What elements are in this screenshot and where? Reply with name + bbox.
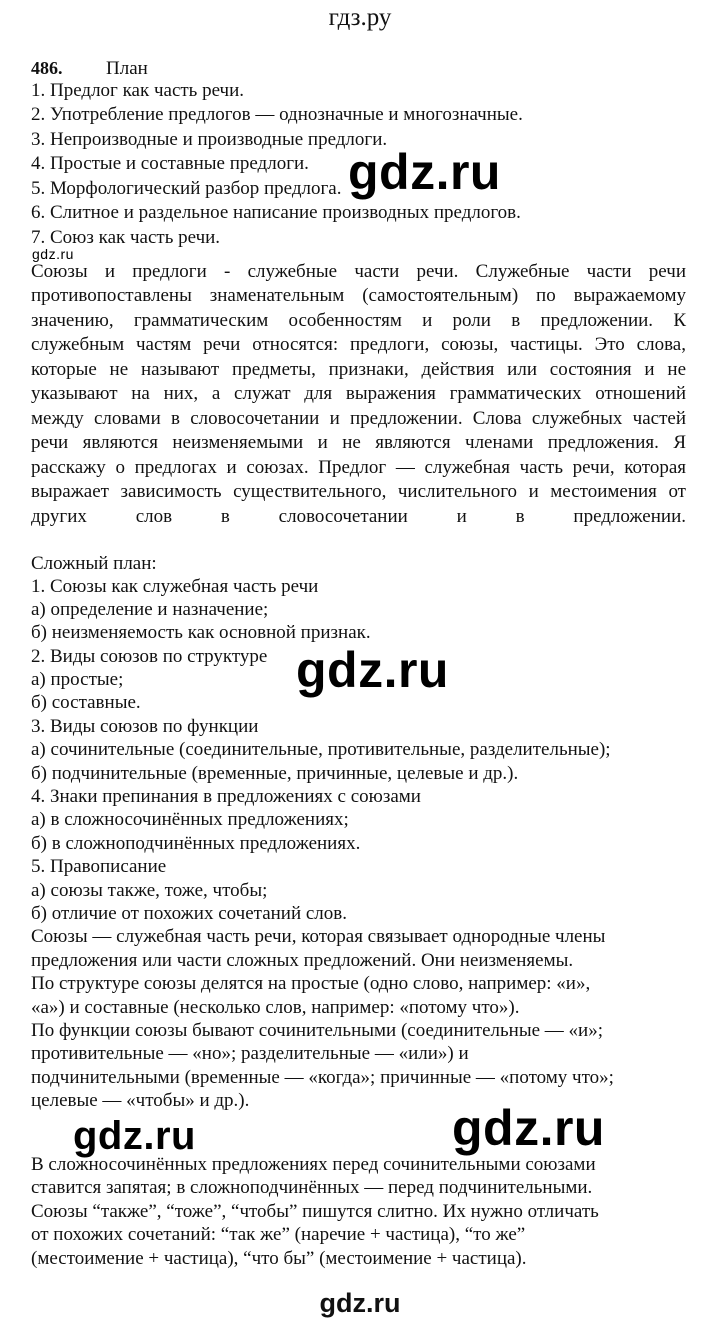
complex-plan-line: По функции союзы бывают сочинительными (соединительные — «и»;: [31, 1020, 603, 1041]
plan-item: 5. Морфологический разбор предлога.: [31, 178, 342, 199]
final-paragraph-line: В сложносочинённых предложениях перед сочинительными союзами: [31, 1154, 596, 1175]
footer-watermark: gdz.ru: [319, 1288, 401, 1318]
complex-plan-line: а) определение и назначение;: [31, 599, 269, 620]
final-paragraph-line: от похожих сочетаний: “так же” (наречие + частица), “то же”: [31, 1224, 526, 1245]
final-paragraph-line: (местоимение + частица), “что бы” (местоимение + частица).: [31, 1248, 527, 1269]
complex-plan-line: По структуре союзы делятся на простые (одно слово, например: «и»,: [31, 973, 591, 994]
complex-plan-line: противительные — «но»; разделительные — «или») и: [31, 1043, 469, 1064]
plan-item: 7. Союз как часть речи.: [31, 227, 221, 248]
complex-plan-line: целевые — «чтобы» и др.).: [31, 1090, 250, 1111]
complex-plan-line: а) простые;: [31, 669, 124, 690]
paragraph-line: указывают на них, а служат для выражения грамматических отношений: [31, 383, 686, 404]
watermark-gdz: gdz.ru: [296, 642, 449, 698]
watermark-gdz: gdz.ru: [452, 1100, 605, 1156]
plan-item: 4. Простые и составные предлоги.: [31, 153, 309, 174]
paragraph-line: противопоставлены знаменательным (самостоятельным) по выражаемому: [31, 285, 686, 306]
complex-plan-line: 5. Правописание: [31, 856, 167, 877]
complex-plan-line: а) союзы также, тоже, чтобы;: [31, 880, 268, 901]
complex-plan-line: б) в сложноподчинённых предложениях.: [31, 833, 361, 854]
complex-plan-line: 4. Знаки препинания в предложениях с союзами: [31, 786, 421, 807]
plan-title: План: [106, 58, 148, 79]
paragraph-line: значению, грамматическим особенностям и роли в предложении. К: [31, 310, 686, 331]
complex-plan-line: б) неизменяемость как основной признак.: [31, 622, 371, 643]
paragraph-line: между словами в словосочетании и предложении. Слова служебных частей: [31, 408, 686, 429]
complex-plan-line: а) в сложносочинённых предложениях;: [31, 809, 349, 830]
paragraph-line: расскажу о предлогах и союзах. Предлог — служебная часть речи, которая: [31, 457, 686, 478]
final-paragraph-line: ставится запятая; в сложноподчинённых — перед подчинительными.: [31, 1177, 593, 1198]
complex-plan-line: б) подчинительные (временные, причинные, целевые и др.).: [31, 763, 519, 784]
watermark-gdz: gdz.ru: [73, 1114, 196, 1158]
paragraph-line: других слов в словосочетании и в предложении.: [31, 506, 686, 527]
plan-item: 3. Непроизводные и производные предлоги.: [31, 129, 388, 150]
paragraph-line: выражает зависимость существительного, числительного и местоимения от: [31, 481, 686, 502]
final-paragraph-line: Союзы “также”, “тоже”, “чтобы” пишутся слитно. Их нужно отличать: [31, 1201, 599, 1222]
task-number: 486.: [31, 58, 63, 78]
site-header: гдз.ру: [328, 4, 392, 31]
task-number-line: [31, 56, 148, 81]
complex-plan-line: 3. Виды союзов по функции: [31, 716, 259, 737]
complex-plan-line: б) отличие от похожих сочетаний слов.: [31, 903, 348, 924]
complex-plan-line: подчинительными (временные — «когда»; причинные — «потому что»;: [31, 1067, 614, 1088]
paragraph-line: Союзы и предлоги - служебные части речи. Служебные части речи: [31, 261, 686, 282]
paragraph-line: которые не называют предметы, признаки, действия или состояния и не: [31, 359, 686, 380]
complex-plan-line: Сложный план:: [31, 553, 157, 574]
complex-plan-line: предложения или части сложных предложений. Они неизменяемы.: [31, 950, 574, 971]
complex-plan-line: 1. Союзы как служебная часть речи: [31, 576, 319, 597]
watermark-gdz-small: gdz.ru: [32, 246, 74, 262]
plan-item: 1. Предлог как часть речи.: [31, 80, 245, 101]
complex-plan-line: Союзы — служебная часть речи, которая связывает однородные члены: [31, 926, 606, 947]
complex-plan-line: 2. Виды союзов по структуре: [31, 646, 268, 667]
complex-plan-line: б) составные.: [31, 692, 141, 713]
plan-item: 6. Слитное и раздельное написание производных предлогов.: [31, 202, 521, 223]
watermark-gdz: gdz.ru: [348, 144, 501, 200]
complex-plan-line: «а») и составные (несколько слов, например: «потому что»).: [31, 997, 520, 1018]
complex-plan-line: а) сочинительные (соединительные, противительные, разделительные);: [31, 739, 611, 760]
paragraph-line: служебным частям речи относятся: предлоги, союзы, частицы. Это слова,: [31, 334, 686, 355]
paragraph-line: речи являются неизменяемыми и не являются членами предложения. Я: [31, 432, 686, 453]
plan-item: 2. Употребление предлогов — однозначные и многозначные.: [31, 104, 523, 125]
